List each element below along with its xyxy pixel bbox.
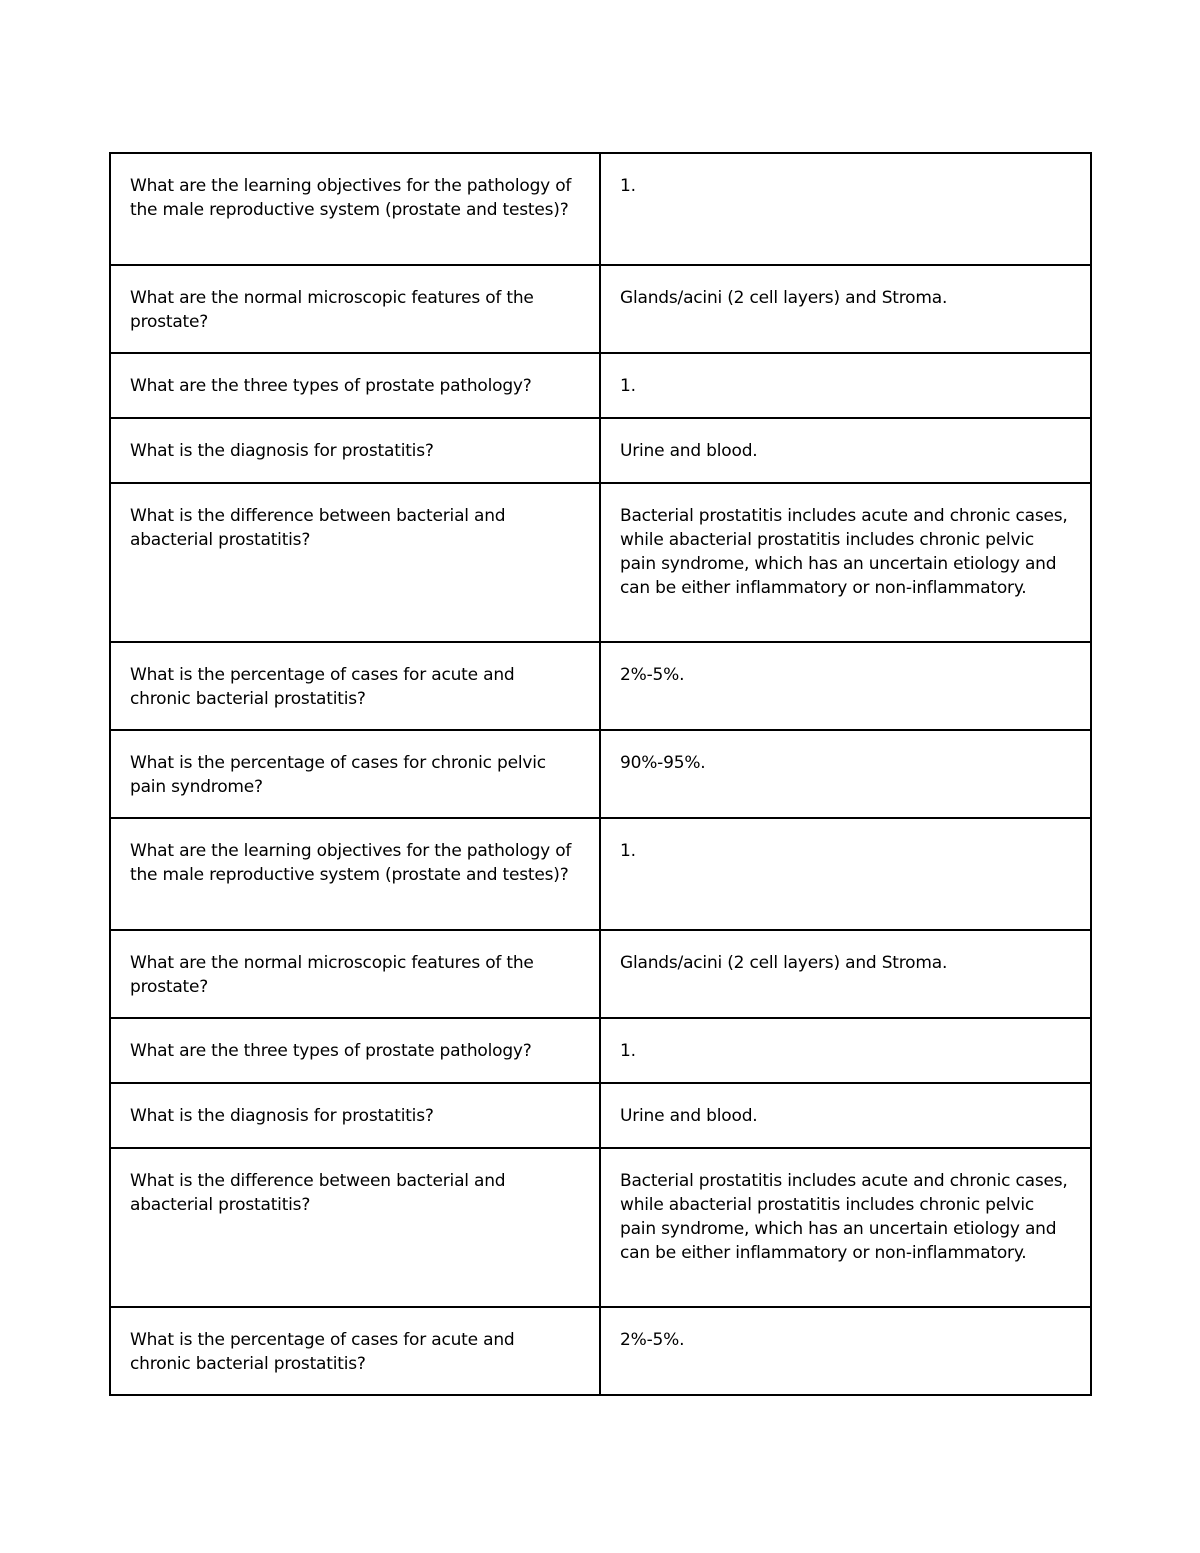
answer-cell: Urine and blood. xyxy=(600,1083,1091,1148)
answer-cell: Glands/acini (2 cell layers) and Stroma. xyxy=(600,265,1091,353)
answer-cell: Glands/acini (2 cell layers) and Stroma. xyxy=(600,930,1091,1018)
table-row xyxy=(110,1307,1091,1395)
flashcard-table xyxy=(109,152,1092,1396)
question-cell: What is the diagnosis for prostatitis? xyxy=(110,1083,600,1148)
table-row xyxy=(110,930,1091,1018)
question-cell: What is the diagnosis for prostatitis? xyxy=(110,418,600,483)
question-cell: What are the learning objectives for the pathology of the male reproductive system (prostate and testes)? xyxy=(110,153,600,265)
table-row xyxy=(110,642,1091,730)
answer-cell: 2%-5%. xyxy=(600,1307,1091,1395)
answer-cell: Bacterial prostatitis includes acute and chronic cases, while abacterial prostatitis includes chronic pelvic pain syndrome, which has an uncertain etiology and can be either inflammatory or non-inflammatory. xyxy=(600,1148,1091,1307)
table-row xyxy=(110,1083,1091,1148)
answer-cell: 1. xyxy=(600,153,1091,265)
question-cell: What are the learning objectives for the pathology of the male reproductive system (prostate and testes)? xyxy=(110,818,600,930)
table-row xyxy=(110,730,1091,818)
table-row xyxy=(110,1148,1091,1307)
table-row xyxy=(110,818,1091,930)
question-cell: What is the percentage of cases for acute and chronic bacterial prostatitis? xyxy=(110,642,600,730)
table-row xyxy=(110,418,1091,483)
answer-cell: 1. xyxy=(600,1018,1091,1083)
answer-cell: Bacterial prostatitis includes acute and chronic cases, while abacterial prostatitis includes chronic pelvic pain syndrome, which has an uncertain etiology and can be either inflammatory or non-inflammatory. xyxy=(600,483,1091,642)
answer-cell: 2%-5%. xyxy=(600,642,1091,730)
question-cell: What are the normal microscopic features of the prostate? xyxy=(110,930,600,1018)
question-cell: What is the difference between bacterial and abacterial prostatitis? xyxy=(110,483,600,642)
question-cell: What are the three types of prostate pathology? xyxy=(110,1018,600,1083)
question-cell: What are the three types of prostate pathology? xyxy=(110,353,600,418)
table-row xyxy=(110,353,1091,418)
answer-cell: 1. xyxy=(600,818,1091,930)
table-row xyxy=(110,153,1091,265)
table-row xyxy=(110,1018,1091,1083)
question-cell: What are the normal microscopic features of the prostate? xyxy=(110,265,600,353)
question-cell: What is the percentage of cases for acute and chronic bacterial prostatitis? xyxy=(110,1307,600,1395)
question-cell: What is the percentage of cases for chronic pelvic pain syndrome? xyxy=(110,730,600,818)
answer-cell: Urine and blood. xyxy=(600,418,1091,483)
answer-cell: 90%-95%. xyxy=(600,730,1091,818)
table-row xyxy=(110,483,1091,642)
question-cell: What is the difference between bacterial and abacterial prostatitis? xyxy=(110,1148,600,1307)
answer-cell: 1. xyxy=(600,353,1091,418)
table-row xyxy=(110,265,1091,353)
